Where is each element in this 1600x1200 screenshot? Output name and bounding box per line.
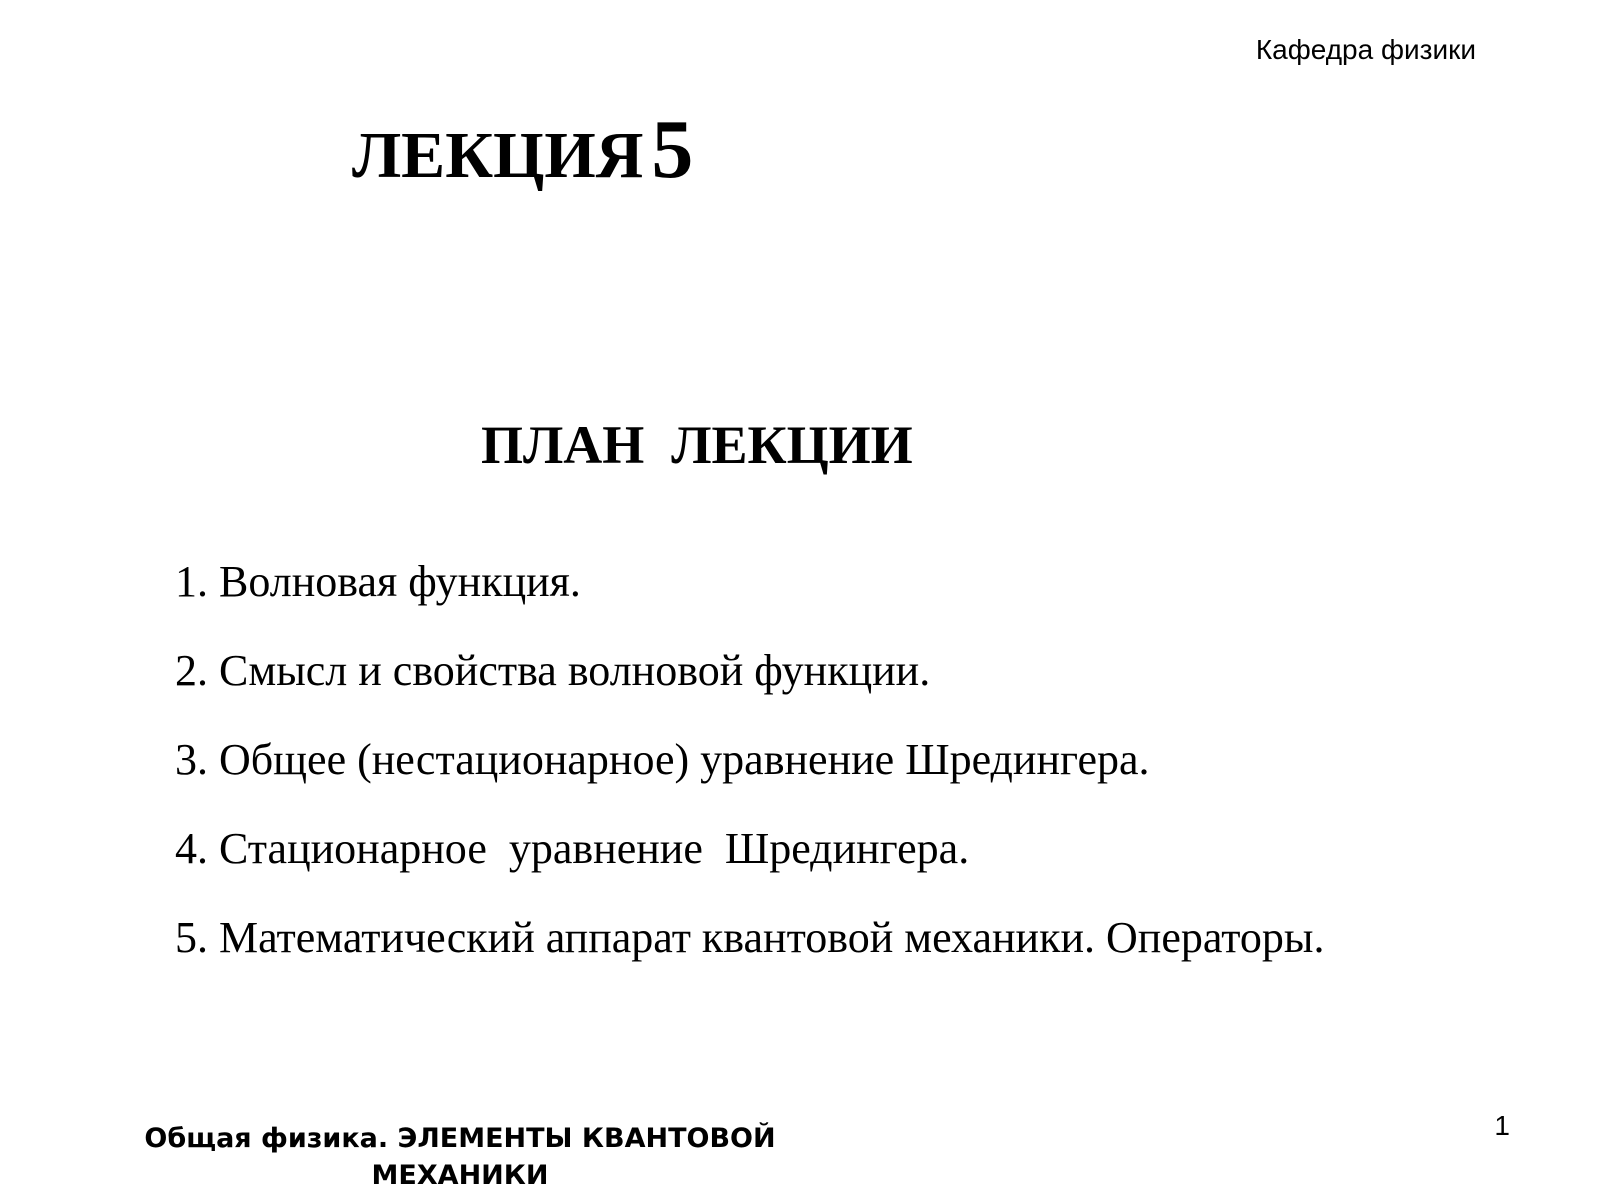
plan-item: 5. Математический аппарат квантовой механики. Операторы. bbox=[175, 913, 1325, 962]
footer-course-title bbox=[120, 1120, 800, 1194]
department-label: Кафедра физики bbox=[1255, 34, 1476, 65]
footer-course-title-line2: МЕХАНИКИ bbox=[371, 1160, 549, 1191]
plan-item: 2. Смысл и свойства волновой функции. bbox=[175, 646, 931, 695]
page-number: 1 bbox=[1494, 1110, 1510, 1141]
plan-item: 4. Стационарное уравнение Шредингера. bbox=[175, 824, 970, 873]
lecture-number: 5 bbox=[651, 103, 694, 196]
plan-list bbox=[175, 557, 1325, 1005]
plan-item: 1. Волновая функция. bbox=[175, 557, 581, 606]
lecture-title bbox=[352, 103, 694, 196]
footer-course-title-line1: Общая физика. ЭЛЕМЕНТЫ КВАНТОВОЙ bbox=[144, 1123, 776, 1154]
lecture-label: ЛЕКЦИЯ bbox=[352, 119, 644, 192]
plan-title: ПЛАН ЛЕКЦИИ bbox=[481, 415, 913, 475]
plan-item: 3. Общее (нестационарное) уравнение Шредингера. bbox=[175, 735, 1150, 784]
